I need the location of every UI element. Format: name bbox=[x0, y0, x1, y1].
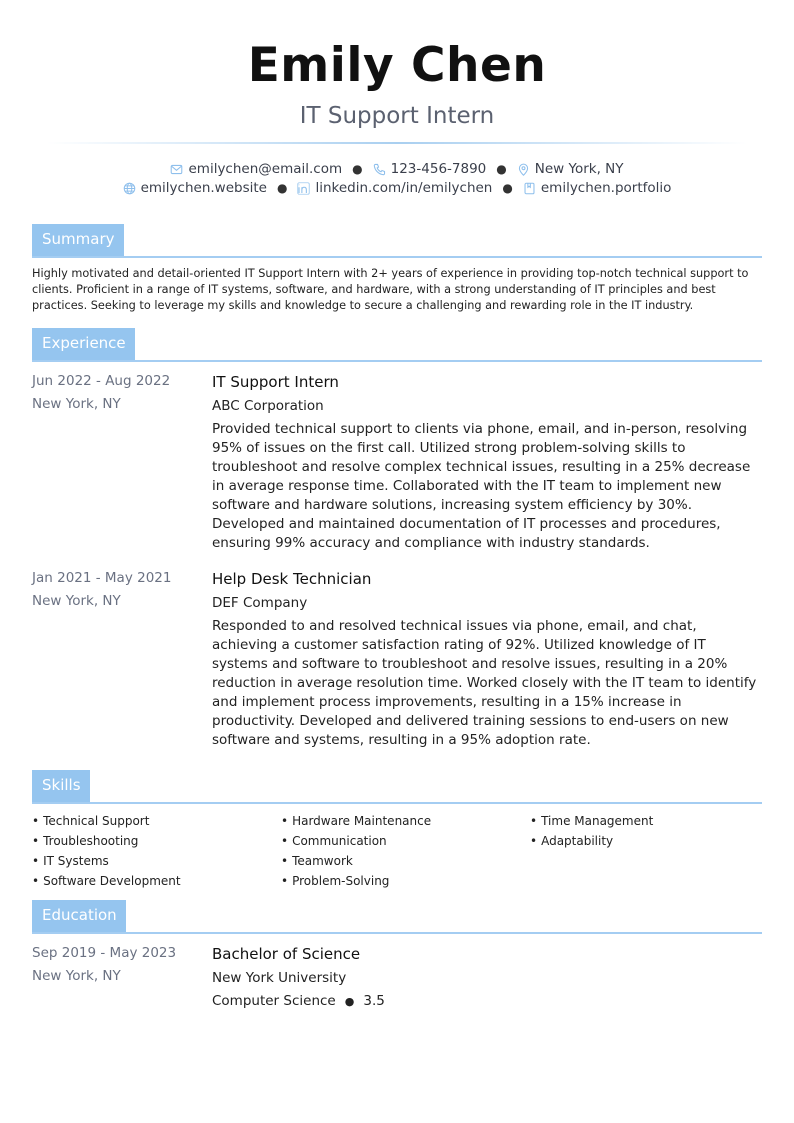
separator-dot: ● bbox=[344, 995, 355, 1008]
experience-dates: Jun 2022 - Aug 2022 bbox=[32, 373, 171, 389]
experience-role: Help Desk Technician bbox=[212, 570, 372, 588]
skill-empty-cell bbox=[530, 852, 762, 872]
separator-dot: ● bbox=[496, 162, 507, 176]
education-section-header bbox=[32, 900, 762, 934]
separator-dot: ● bbox=[352, 162, 363, 176]
resume-page bbox=[32, 0, 762, 1011]
skill-item: • Problem-Solving bbox=[281, 872, 530, 892]
experience-location: New York, NY bbox=[32, 593, 121, 609]
summary-text: Highly motivated and detail-oriented IT Support Intern with 2+ years of experience in providing top-notch technical support to clients. Proficient in a range of IT systems, software, and hardware, with a strong understanding of IT principles and best practices. Seeking to leverage my skills and knowledge to secure a challenging and rewarding role in the IT industry. bbox=[32, 267, 749, 312]
experience-role: IT Support Intern bbox=[212, 373, 339, 391]
linkedin-icon bbox=[297, 182, 310, 195]
separator-dot: ● bbox=[502, 181, 513, 195]
experience-section-header bbox=[32, 328, 762, 362]
education-location: New York, NY bbox=[32, 968, 121, 984]
experience-company: DEF Company bbox=[212, 595, 308, 611]
education-entry bbox=[32, 944, 762, 1011]
contact-website-text: emilychen.website bbox=[140, 180, 267, 196]
education-gpa: 3.5 bbox=[363, 993, 385, 1009]
skill-item: • Troubleshooting bbox=[32, 832, 281, 852]
experience-entry bbox=[32, 372, 762, 553]
skill-item: • Software Development bbox=[32, 872, 281, 892]
education-dates: Sep 2019 - May 2023 bbox=[32, 945, 177, 961]
experience-heading: Experience bbox=[32, 328, 135, 360]
experience-dates: Jan 2021 - May 2021 bbox=[32, 570, 172, 586]
experience-description: Provided technical support to clients via phone, email, and in-person, resolving 95% of issues on the first call. Utilized strong problem-solving skills to troubleshoot and resolve complex technical issues, resulting in a 25% decrease in average response time. Collaborated with the IT team to implement new software and hardware solutions, increasing system efficiency by 30%. Developed and maintained documentation of IT processes and procedures, ensuring 99% accuracy and compliance with industry standards. bbox=[212, 421, 751, 551]
contact-portfolio-text: emilychen.portfolio bbox=[540, 180, 672, 196]
candidate-name: Emily Chen bbox=[247, 38, 547, 93]
contact-email[interactable] bbox=[170, 160, 342, 179]
contact-phone-text: 123-456-7890 bbox=[390, 161, 487, 177]
experience-entry bbox=[32, 569, 762, 750]
skill-empty-cell bbox=[530, 872, 762, 892]
skill-item: • Teamwork bbox=[281, 852, 530, 872]
summary-section-header bbox=[32, 224, 762, 258]
phone-icon bbox=[373, 163, 386, 176]
skills-section-header bbox=[32, 770, 762, 804]
location-pin-icon bbox=[517, 163, 530, 176]
contact-location bbox=[517, 160, 624, 179]
contact-email-text: emilychen@email.com bbox=[188, 161, 343, 177]
skill-item: • Communication bbox=[281, 832, 530, 852]
summary-heading: Summary bbox=[32, 224, 124, 256]
education-field: Computer Science bbox=[212, 993, 336, 1009]
education-heading: Education bbox=[32, 900, 126, 932]
globe-icon bbox=[123, 182, 136, 195]
education-degree: Bachelor of Science bbox=[212, 945, 361, 963]
candidate-title: IT Support Intern bbox=[299, 103, 495, 129]
skills-grid bbox=[32, 812, 762, 892]
education-school: New York University bbox=[212, 970, 347, 986]
contact-portfolio[interactable] bbox=[523, 179, 672, 198]
experience-company: ABC Corporation bbox=[212, 398, 324, 414]
contact-linkedin-text: linkedin.com/in/emilychen bbox=[315, 180, 493, 196]
contact-linkedin[interactable] bbox=[297, 179, 492, 198]
experience-location: New York, NY bbox=[32, 396, 121, 412]
contact-row-1 bbox=[32, 160, 762, 179]
skill-item: • Adaptability bbox=[530, 832, 762, 852]
skill-item: • Technical Support bbox=[32, 812, 281, 832]
bookmark-icon bbox=[523, 182, 536, 195]
education-details bbox=[212, 992, 762, 1011]
contact-phone[interactable] bbox=[373, 160, 487, 179]
contact-website[interactable] bbox=[123, 179, 267, 198]
mail-icon bbox=[170, 163, 183, 176]
separator-dot: ● bbox=[276, 181, 288, 195]
skill-item: • Hardware Maintenance bbox=[281, 812, 530, 832]
skills-heading: Skills bbox=[32, 770, 90, 802]
contact-location-text: New York, NY bbox=[534, 161, 624, 177]
experience-description: Responded to and resolved technical issues via phone, email, and chat, achieving a customer satisfaction rating of 92%. Utilized knowledge of IT systems and software to troubleshoot and resolve issues, resulting in a 20% reduction in average resolution time. Worked closely with the IT team to identify and implement process improvements, resulting in a 15% increase in productivity. Developed and delivered training sessions to end-users on new software and systems, resulting in a 95% adoption rate. bbox=[212, 618, 757, 748]
header-divider bbox=[47, 142, 747, 144]
skill-item: • IT Systems bbox=[32, 852, 281, 872]
skill-item: • Time Management bbox=[530, 812, 762, 832]
contact-row-2 bbox=[32, 179, 762, 198]
